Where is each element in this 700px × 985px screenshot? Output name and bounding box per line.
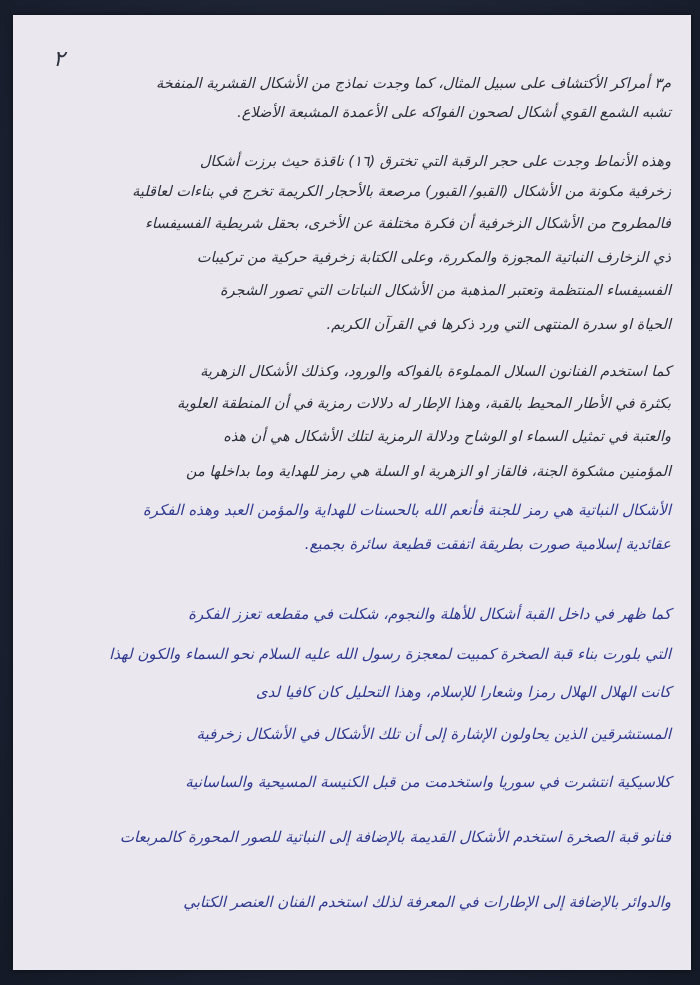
manuscript-line-blue: فنانو قبة الصخرة استخدم الأشكال القديمة بالإضافة إلى النباتية للصور المحورة كالمربعات (119, 828, 671, 846)
manuscript-line-blue: كانت الهلال الهلال رمزا وشعارا للإسلام، وهذا التحليل كان كافيا لدى (255, 683, 671, 701)
manuscript-line-blue: والدوائر بالإضافة إلى الإطارات في المعرفة لذلك استخدم الفنان العنصر الكتابي (183, 893, 671, 911)
manuscript-line: والعتبة في تمثيل السماء او الوشاح ودلالة الرمزية لتلك الأشكال هي أن هذه (223, 429, 671, 445)
manuscript-line: م٣ أمراكر الأكتشاف على سبيل المثال، كما وجدت نماذج من الأشكال القشرية المنفخة (155, 76, 671, 92)
manuscript-line: وهذه الأنماط وجدت على حجر الرقبة التي تخترق (١٦) ناقذة حيث برزت أشكال (199, 154, 671, 170)
manuscript-line-blue: كلاسيكية انتشرت في سوريا واستخدمت من قبل الكنيسة المسيحية والساسانية (185, 773, 671, 791)
manuscript-line: زخرفية مكونة من الأشكال (القبو/ القبور) مرصعة بالأحجار الكريمة تخرج في بناءات لعاقلية (132, 184, 671, 200)
manuscript-line: المؤمنين مشكوة الجنة، فالقاز او الزهرية او السلة هي رمز للهداية وما بداخلها من (185, 464, 671, 480)
manuscript-line: تشبه الشمع القوي أشكال لصحون الفواكه على الأعمدة المشبعة الأضلاع. (237, 105, 671, 121)
manuscript-line-blue: عقائدية إسلامية صورت بطريقة اتفقت قطيعة سائرة بجميع. (304, 535, 671, 553)
manuscript-line: كما استخدم الفنانون السلال المملوءة بالفواكه والورود، وكذلك الأشكال الزهرية (200, 364, 671, 380)
manuscript-line: الحياة او سدرة المنتهى التي ورد ذكرها في القرآن الكريم. (326, 317, 671, 333)
page-number: ٢ (53, 47, 65, 72)
manuscript-line: ذي الزخارف النباتية المجوزة والمكررة، وعلى الكتابة زخرفية حركية من تركيبات (196, 250, 671, 266)
manuscript-line: الفسيفساء المنتظمة وتعتبر المذهبة من الأشكال النباتات التي تصور الشجرة (219, 283, 671, 299)
manuscript-line-blue: التي بلورت بناء قبة الصخرة كمبيت لمعجزة رسول الله عليه السلام نحو السماء والكون لهذا (109, 645, 671, 663)
manuscript-line: بكثرة في الأطار المحيط بالقبة، وهذا الإطار له دلالات رمزية في أن المنطقة العلوية (177, 396, 671, 412)
manuscript-line-blue: الأشكال النباتية هي رمز للجنة فأنعم الله بالحسنات للهداية والمؤمن العبد وهذه الفكرة (142, 501, 671, 519)
manuscript-page (13, 15, 691, 970)
manuscript-line: فالمطروح من الأشكال الزخرفية أن فكرة مختلفة عن الأخرى، بحقل شريطية الفسيفساء (145, 216, 671, 232)
manuscript-line-blue: المستشرقين الذين يحاولون الإشارة إلى أن تلك الأشكال في الأشكال زخرفية (196, 725, 671, 743)
manuscript-line-blue: كما ظهر في داخل القبة أشكال للأهلة والنجوم، شكلت في مقطعه تعزز الفكرة (188, 605, 671, 623)
